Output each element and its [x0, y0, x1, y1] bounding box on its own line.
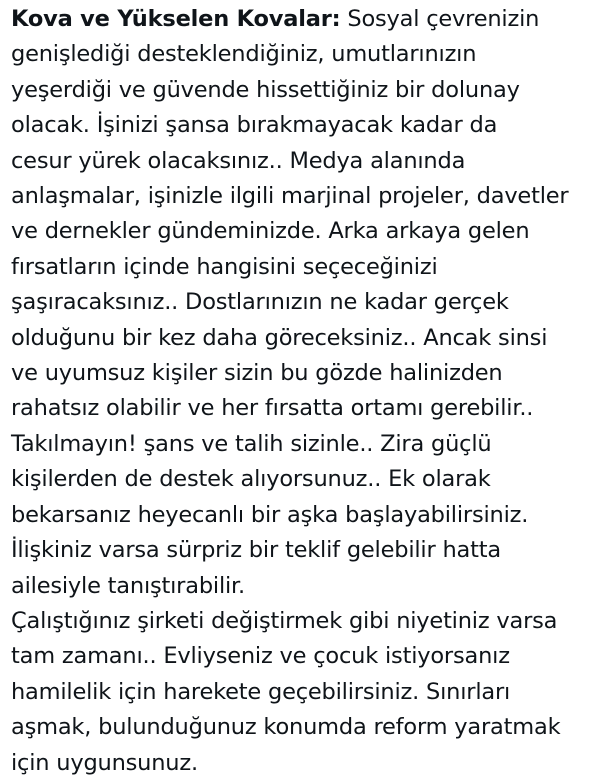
post-line-1: [11, 2, 586, 37]
post-line-6: anlaşmalar, işinizle ilgili marjinal projeler, davetler: [11, 183, 569, 210]
post-line-9: şaşıracaksınız.. Dostlarınızın ne kadar gerçek: [11, 289, 509, 316]
post-line-8: fırsatların içinde hangisini seçeceğinizi: [11, 253, 438, 280]
post-line-17: ailesiyle tanıştırabilir.: [11, 572, 245, 599]
post-line-19: tam zamanı.. Evliyseniz ve çocuk istiyorsanız: [11, 643, 510, 670]
post-line-13: Takılmayın! şans ve talih sizinle.. Zira güçlü: [11, 430, 492, 457]
post-line-22: için uygunsunuz.: [11, 749, 198, 776]
post-line-5: cesur yürek olacaksınız.. Medya alanında: [11, 147, 466, 174]
post-line-12: rahatsız olabilir ve her fırsatta ortamı gerebilir..: [11, 395, 534, 422]
post-line-2: genişlediği desteklendiğiniz, umutlarınızın: [11, 41, 477, 68]
post-line-14: kişilerden de destek alıyorsunuz.. Ek olarak: [11, 466, 491, 493]
post-line-10: olduğunu bir kez daha göreceksiniz.. Ancak sinsi: [11, 324, 548, 351]
post-line-1-text: Sosyal çevrenizin: [340, 6, 540, 32]
post-heading: Kova ve Yükselen Kovalar:: [11, 6, 341, 32]
post-line-11: ve uyumsuz kişiler sizin bu gözde halinizden: [11, 360, 503, 387]
post-line-18: Çalıştığınız şirketi değiştirmek gibi niyetiniz varsa: [11, 607, 558, 634]
post-line-15: bekarsanız heyecanlı bir aşka başlayabilirsiniz.: [11, 501, 529, 528]
post-line-21: aşmak, bulunduğunuz konumda reform yaratmak: [11, 714, 561, 741]
post-line-7: ve dernekler gündeminizde. Arka arkaya gelen: [11, 218, 530, 245]
post-line-16: İlişkiniz varsa sürpriz bir teklif gelebilir hatta: [11, 537, 501, 564]
post-line-3: yeşerdiği ve güvende hissettiğiniz bir dolunay: [11, 76, 520, 103]
post-line-20: hamilelik için harekete geçebilirsiniz. Sınırları: [11, 678, 511, 705]
post-line-4: olacak. İşinizi şansa bırakmayacak kadar da: [11, 112, 498, 139]
